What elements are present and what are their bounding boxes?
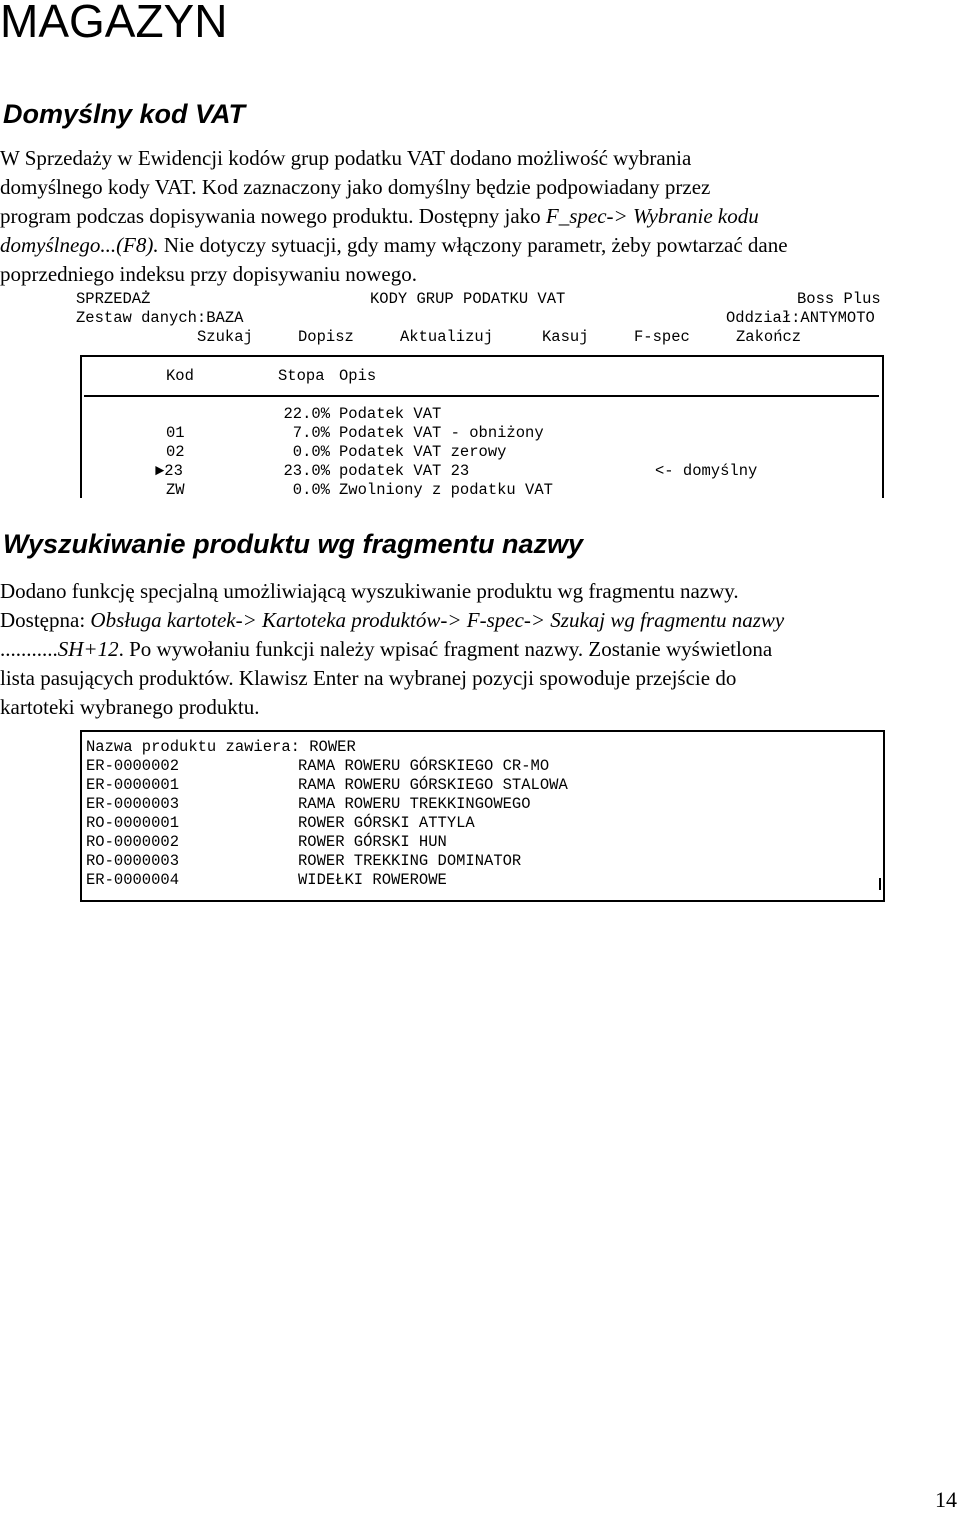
paragraph-line xyxy=(0,231,788,260)
menu-path: domyślnego...(F8). xyxy=(0,233,159,257)
paragraph-line xyxy=(0,635,772,664)
row-kod: 02 xyxy=(166,443,185,461)
menu-fspec[interactable]: F-spec xyxy=(634,328,690,346)
row-opis: Podatek VAT zerowy xyxy=(339,443,507,461)
product-name: ROWER GÓRSKI HUN xyxy=(298,833,447,851)
paragraph-line: kartoteki wybranego produktu. xyxy=(0,695,260,719)
paragraph-line: domyślnego kody VAT. Kod zaznaczony jako domyślny będzie podpowiadany przez xyxy=(0,175,711,199)
row-opis: Podatek VAT xyxy=(339,405,442,423)
paragraph-line: poprzedniego indeksu przy dopisywaniu nowego. xyxy=(0,262,417,286)
column-header-opis: Opis xyxy=(339,367,377,385)
product-code: ER-0000004 xyxy=(86,871,180,889)
page-title: MAGAZYN xyxy=(0,0,228,47)
frame-left xyxy=(80,355,82,498)
product-name: ROWER TREKKING DOMINATOR xyxy=(298,852,522,870)
text-plain: . Po wywołaniu funkcji należy wpisać fragment nazwy. Zostanie wyświetlona xyxy=(118,637,773,661)
row-stopa: 7.0% xyxy=(292,424,330,442)
app-name: Boss Plus xyxy=(797,290,881,308)
menu-path: Obsługa kartotek-> Kartoteka produktów-> F-spec-> Szukaj wg fragmentu nazwy xyxy=(90,608,785,632)
product-code: ER-0000001 xyxy=(86,776,180,794)
column-header-stopa: Stopa xyxy=(278,367,325,385)
row-kod: ZW xyxy=(166,481,185,499)
menu-path: F_spec-> Wybranie kodu xyxy=(545,204,759,228)
paragraph-line xyxy=(0,202,759,231)
screen-title: KODY GRUP PODATKU VAT xyxy=(370,290,566,308)
menu-search[interactable]: Szukaj xyxy=(197,328,253,346)
row-stopa: 22.0% xyxy=(283,405,330,423)
product-code: ER-0000002 xyxy=(86,757,180,775)
text-plain: Nie dotyczy sytuacji, gdy mamy włączony parametr, żeby powtarzać dane xyxy=(158,233,788,257)
page-number: 14 xyxy=(935,1487,957,1512)
scroll-indicator[interactable] xyxy=(879,878,881,890)
paragraph-line: W Sprzedaży w Ewidencji kodów grup podatku VAT dodano możliwość wybrania xyxy=(0,146,692,170)
product-name: RAMA ROWERU TREKKINGOWEGO xyxy=(298,795,531,813)
module-name: SPRZEDAŻ xyxy=(76,290,151,308)
paragraph-line: lista pasujących produktów. Klawisz Enter na wybranej pozycji spowoduje przejście do xyxy=(0,666,737,690)
product-name: WIDEŁKI ROWEROWE xyxy=(298,871,447,889)
shortcut: SH+12 xyxy=(57,637,119,661)
row-kod: 01 xyxy=(166,424,185,442)
product-name: RAMA ROWERU GÓRSKIEGO CR-MO xyxy=(298,757,550,775)
branch-label: Oddział:ANTYMOTO xyxy=(726,309,875,327)
menu-exit[interactable]: Zakończ xyxy=(736,328,802,346)
column-header-kod: Kod xyxy=(166,367,194,385)
section-heading-default-vat: Domyślny kod VAT xyxy=(3,99,246,129)
text-plain: program podczas dopisywania nowego produktu. Dostępny jako xyxy=(0,204,546,228)
product-name: ROWER GÓRSKI ATTYLA xyxy=(298,814,475,832)
product-code: ER-0000003 xyxy=(86,795,180,813)
row-stopa: 23.0% xyxy=(283,462,330,480)
section-heading-search-fragment: Wyszukiwanie produktu wg fragmentu nazwy xyxy=(3,529,584,559)
product-code: RO-0000003 xyxy=(86,852,180,870)
header-separator xyxy=(84,395,879,397)
product-name: RAMA ROWERU GÓRSKIEGO STALOWA xyxy=(298,776,568,794)
menu-update[interactable]: Aktualizuj xyxy=(400,328,494,346)
row-opis: Zwolniony z podatku VAT xyxy=(339,481,553,499)
text-plain: Dostępna: xyxy=(0,608,91,632)
frame-right xyxy=(882,355,884,498)
row-opis: podatek VAT 23 xyxy=(339,462,470,480)
menu-delete[interactable]: Kasuj xyxy=(542,328,589,346)
default-marker: <- domyślny xyxy=(655,462,758,480)
row-opis: Podatek VAT - obniżony xyxy=(339,424,544,442)
menu-add[interactable]: Dopisz xyxy=(298,328,354,346)
dataset-label: Zestaw danych:BAZA xyxy=(76,309,244,327)
text-plain: ........... xyxy=(0,637,58,661)
paragraph-line xyxy=(0,606,784,635)
paragraph-line: Dodano funkcję specjalną umożliwiającą wyszukiwanie produktu wg fragmentu nazwy. xyxy=(0,579,739,603)
row-stopa: 0.0% xyxy=(292,481,330,499)
row-kod: ►23 xyxy=(155,462,183,480)
product-code: RO-0000002 xyxy=(86,833,180,851)
product-code: RO-0000001 xyxy=(86,814,180,832)
frame-top xyxy=(80,355,884,357)
search-prompt[interactable]: Nazwa produktu zawiera: ROWER xyxy=(86,738,356,756)
row-stopa: 0.0% xyxy=(292,443,330,461)
